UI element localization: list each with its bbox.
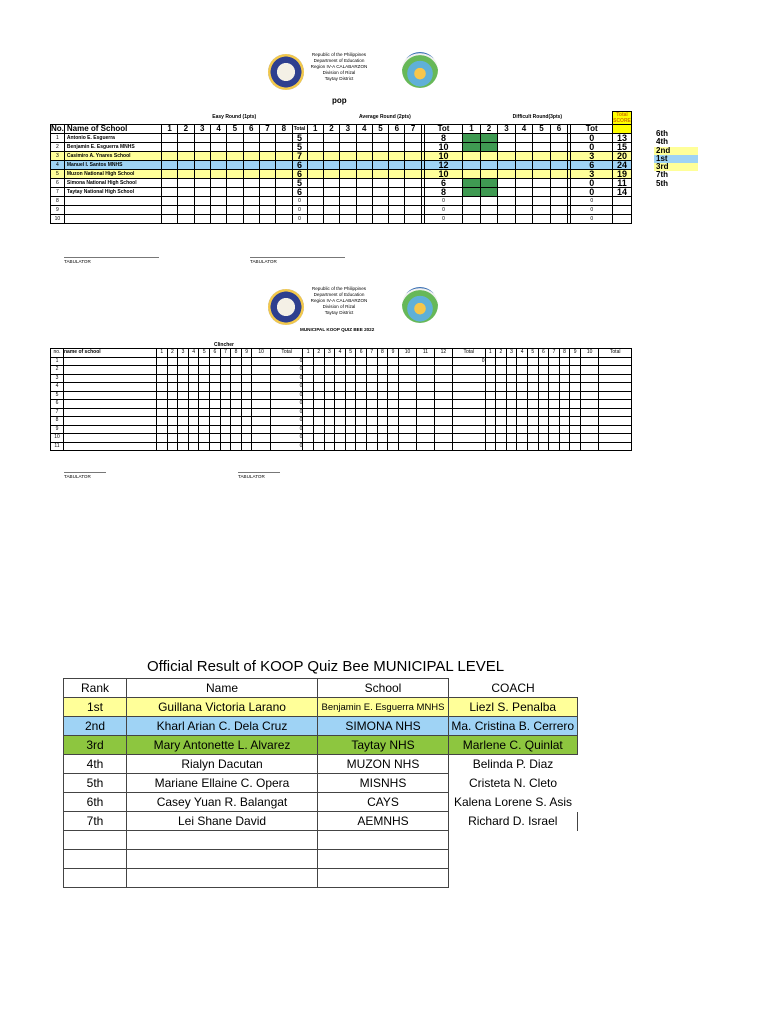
rank-cell: 5th <box>64 774 127 793</box>
division-seal-icon <box>402 287 438 323</box>
school-name: Manuel I. Santos MNHS <box>64 161 161 170</box>
division-seal-icon <box>402 52 438 88</box>
coach-cell: Belinda P. Diaz <box>472 757 554 772</box>
difficult-round-label: Difficult Round(3pts) <box>512 114 563 121</box>
easy-total: 6 <box>292 161 307 170</box>
rank-label: 5th <box>656 178 668 188</box>
easy-total: 0 <box>292 197 307 206</box>
avg-total-head: Tot <box>424 125 462 134</box>
table-row <box>64 831 578 850</box>
table-row <box>51 400 632 409</box>
name-cell: Lei Shane David <box>127 812 318 831</box>
school-name: Antonio E. Esguerra <box>64 134 161 143</box>
block-total: 0 <box>270 400 302 409</box>
table-row <box>51 374 632 383</box>
easy-question-num: 8 <box>276 125 292 134</box>
row-no: 8 <box>51 197 65 206</box>
easy-question-num: 5 <box>227 125 243 134</box>
header-school: School <box>318 679 449 698</box>
tabulator-signature-4: TABULATOR <box>238 472 280 479</box>
row-no: 4 <box>51 383 64 392</box>
avg-total: 10 <box>424 170 462 179</box>
avg-question-num: 6 <box>389 125 405 134</box>
easy-total: 0 <box>292 215 307 224</box>
table-row <box>51 391 632 400</box>
table-row <box>64 717 578 736</box>
table-row <box>64 755 578 774</box>
rank-cell: 6th <box>64 793 127 812</box>
diff-total: 0 <box>571 215 613 224</box>
row-no: 2 <box>51 366 64 375</box>
table-row <box>51 417 632 426</box>
header-line: Taytay District <box>324 310 354 315</box>
easy-round-label: Easy Round (1pts) <box>212 114 257 121</box>
row-no: 3 <box>51 152 65 161</box>
avg-question-num: 1 <box>307 125 323 134</box>
block-total: 0 <box>270 425 302 434</box>
avg-total: 8 <box>424 188 462 197</box>
avg-total: 0 <box>424 215 462 224</box>
coach-cell: Cristeta N. Cleto <box>468 776 558 790</box>
name-cell: Casey Yuan R. Balangat <box>127 793 318 812</box>
block-total: 0 <box>270 434 302 443</box>
table-row <box>51 357 632 366</box>
school-name: Muzon National High School <box>64 170 161 179</box>
block-total <box>453 425 485 434</box>
total-score <box>613 197 632 206</box>
header-line: Division of Rizal <box>322 304 356 309</box>
block-total: 0 <box>270 417 302 426</box>
row-no: 9 <box>51 206 65 215</box>
diff-question-num: 2 <box>480 125 498 134</box>
clincher-label: Clincher <box>214 342 235 348</box>
total-score: 11 <box>613 179 632 188</box>
total-score: 20 <box>613 152 632 161</box>
easy-total: 5 <box>292 134 307 143</box>
easy-total: 7 <box>292 152 307 161</box>
avg-question-num: 5 <box>372 125 388 134</box>
row-no: 6 <box>51 400 64 409</box>
block-total: 0 <box>270 391 302 400</box>
table-row <box>51 366 632 375</box>
easy-total: 0 <box>292 206 307 215</box>
row-no: 8 <box>51 417 64 426</box>
row-no: 1 <box>51 134 65 143</box>
total-score: 14 <box>613 188 632 197</box>
diff-total: 0 <box>571 143 613 152</box>
sheet1-title: pop <box>332 96 347 105</box>
diff-total: 0 <box>571 179 613 188</box>
table-row <box>51 442 632 451</box>
header-line: Region IV-A CALABARZON <box>310 64 368 69</box>
rank-cell: 2nd <box>64 717 127 736</box>
school-cell: SIMONA NHS <box>318 717 449 736</box>
school-cell: MUZON NHS <box>318 755 449 774</box>
avg-total: 0 <box>424 206 462 215</box>
school-name: Casimiro A. Ynares School <box>64 152 161 161</box>
total-score-label: Total SCORE <box>613 112 631 124</box>
col-no: No. <box>51 124 64 133</box>
easy-question-num: 4 <box>210 125 226 134</box>
average-round-label: Average Round (2pts) <box>359 114 411 121</box>
total-score: 24 <box>613 161 632 170</box>
table-row <box>64 812 578 831</box>
header-rank: Rank <box>64 679 127 698</box>
diff-total: 0 <box>571 206 613 215</box>
easy-question-num: 6 <box>243 125 259 134</box>
result-table <box>63 678 578 888</box>
name-cell: Kharl Arian C. Dela Cruz <box>127 717 318 736</box>
easy-question-num: 1 <box>161 125 177 134</box>
name-cell: Mariane Ellaine C. Opera <box>127 774 318 793</box>
sheet2-title: MUNICIPAL KOOP QUIZ BEE 2022 <box>300 327 375 332</box>
easy-total-head: Total <box>293 126 306 132</box>
block-total <box>453 391 485 400</box>
school-name: Simona National High School <box>64 179 161 188</box>
avg-total: 8 <box>424 134 462 143</box>
avg-total: 10 <box>424 143 462 152</box>
tabulator-signature-1: TABULATOR <box>64 257 159 264</box>
rank-label: 7th <box>656 170 668 180</box>
table-row <box>64 793 578 812</box>
rank-cell: 3rd <box>64 736 127 755</box>
name-cell: Mary Antonette L. Alvarez <box>127 736 318 755</box>
score-sheet-table <box>50 111 632 224</box>
table-row <box>51 215 632 224</box>
row-no: 5 <box>51 391 64 400</box>
block-total: 0 <box>270 366 302 375</box>
header-line: Region IV-A CALABARZON <box>310 298 368 303</box>
diff-question-num: 4 <box>515 125 533 134</box>
school-name <box>64 197 161 206</box>
block-total: 0 <box>270 442 302 451</box>
block-total: 0 <box>270 374 302 383</box>
table-row <box>51 434 632 443</box>
block-total: 0 <box>270 357 302 366</box>
sheet1-header <box>284 52 394 82</box>
school-name <box>64 215 161 224</box>
total-score: 15 <box>613 143 632 152</box>
block-total: 0 <box>270 383 302 392</box>
coach-cell: Ma. Cristina B. Cerrero <box>449 717 578 736</box>
rank-label: 3rd <box>654 163 698 171</box>
row-no: 7 <box>51 408 64 417</box>
coach-cell: Richard D. Israel <box>449 812 578 831</box>
avg-question-num: 2 <box>323 125 339 134</box>
row-no: 3 <box>51 374 64 383</box>
row-no: 10 <box>51 434 64 443</box>
easy-question-num: 2 <box>178 125 194 134</box>
col-name: Name of School <box>64 125 161 134</box>
total-score: 13 <box>613 134 632 143</box>
avg-total: 12 <box>424 161 462 170</box>
school-cell: CAYS <box>318 793 449 812</box>
row-no: 6 <box>51 179 65 188</box>
table-row <box>64 736 578 755</box>
rank-label: 1st <box>654 155 698 163</box>
block-total <box>453 383 485 392</box>
school-name <box>64 206 161 215</box>
avg-total: 0 <box>424 197 462 206</box>
tabulator-signature-2: TABULATOR <box>250 257 345 264</box>
school-name: Taytay National High School <box>64 188 161 197</box>
coach-cell: Kalena Lorene S. Asis <box>453 795 573 809</box>
total-score <box>613 206 632 215</box>
table-row <box>51 161 632 170</box>
rank-cell: 7th <box>64 812 127 831</box>
block-total-head: Total <box>453 349 485 358</box>
table-row <box>51 134 632 143</box>
table-row <box>51 188 632 197</box>
name-cell: Rialyn Dacutan <box>127 755 318 774</box>
row-no: 1 <box>51 357 64 366</box>
easy-total: 6 <box>292 170 307 179</box>
header-coach: COACH <box>449 679 578 698</box>
block-total-head: Total <box>270 349 302 358</box>
block-total <box>453 374 485 383</box>
table-row <box>64 869 578 888</box>
header-line: Department of Education <box>313 58 365 63</box>
school-cell: Benjamin E. Esguerra MNHS <box>318 698 449 717</box>
table-row <box>51 206 632 215</box>
school-name: Benjamin E. Esguerra MNHS <box>64 143 161 152</box>
table-row <box>51 408 632 417</box>
rank-label: 2nd <box>654 147 698 155</box>
table-row <box>64 698 578 717</box>
diff-total-head: Tot <box>571 125 613 134</box>
table-row <box>51 143 632 152</box>
rank-cell: 4th <box>64 755 127 774</box>
table-row <box>64 774 578 793</box>
coach-cell: Marlene C. Quinlat <box>449 736 578 755</box>
avg-question-num: 7 <box>405 125 421 134</box>
easy-question-num: 3 <box>194 125 210 134</box>
row-no: 2 <box>51 143 65 152</box>
row-no: 11 <box>51 442 64 451</box>
table-row <box>64 850 578 869</box>
block-total <box>453 442 485 451</box>
block-total <box>453 366 485 375</box>
rank-label: 6th <box>656 129 668 138</box>
avg-total: 10 <box>424 152 462 161</box>
easy-question-num: 7 <box>259 125 275 134</box>
block-total-head: Total <box>599 349 632 358</box>
diff-question-num: 1 <box>463 125 481 134</box>
total-score: 19 <box>613 170 632 179</box>
diff-total: 3 <box>571 152 613 161</box>
diff-question-num: 3 <box>498 125 516 134</box>
rank-column <box>654 130 698 188</box>
row-no: 4 <box>51 161 65 170</box>
easy-total: 5 <box>292 179 307 188</box>
table-row <box>51 197 632 206</box>
block-total <box>453 434 485 443</box>
avg-question-num: 4 <box>356 125 372 134</box>
row-no: 9 <box>51 425 64 434</box>
diff-question-num: 5 <box>533 125 551 134</box>
row-no: 5 <box>51 170 65 179</box>
header-line: Department of Education <box>313 292 365 297</box>
clincher-table: no. name of school 1 2 3 4 5 6 7 8 9 10 Total 1 2 3 4 5 6 7 8 9 10 11 12 Total 1 2 3 4 5 6 7 8 9 10 Total 1 0 0 2 0 3 0 4 0 5 0 6 0 7 0 8 0 9 0 10 0 11 0 <box>50 348 632 451</box>
diff-total: 3 <box>571 170 613 179</box>
header-line: Republic of the Philippines <box>311 52 367 57</box>
row-no: 7 <box>51 188 65 197</box>
diff-total: 0 <box>571 188 613 197</box>
easy-total: 5 <box>292 143 307 152</box>
name-cell: Guillana Victoria Larano <box>127 698 318 717</box>
avg-question-num: 3 <box>340 125 356 134</box>
diff-question-num: 6 <box>550 125 568 134</box>
block-total <box>453 417 485 426</box>
block-total: 0 <box>270 408 302 417</box>
header-line: Republic of the Philippines <box>311 286 367 291</box>
avg-total: 6 <box>424 179 462 188</box>
tabulator-signature-3: TABULATOR <box>64 472 106 479</box>
school-cell: MISNHS <box>318 774 449 793</box>
rank-label: 4th <box>656 137 668 147</box>
diff-total: 0 <box>571 197 613 206</box>
header-name: Name <box>127 679 318 698</box>
block-total: 0 <box>453 357 485 366</box>
col-name: name of school <box>64 349 157 358</box>
diff-total: 6 <box>571 161 613 170</box>
rank-cell: 1st <box>64 698 127 717</box>
easy-total: 6 <box>292 188 307 197</box>
table-row <box>51 179 632 188</box>
row-no: 10 <box>51 215 65 224</box>
school-cell: AEMNHS <box>318 812 449 831</box>
total-score <box>613 215 632 224</box>
block-total <box>453 408 485 417</box>
table-row <box>51 383 632 392</box>
table-row <box>51 425 632 434</box>
coach-cell: Liezl S. Penalba <box>449 698 578 717</box>
block-total <box>453 400 485 409</box>
diff-total: 0 <box>571 134 613 143</box>
table-row <box>51 170 632 179</box>
sheet2-header <box>284 286 394 316</box>
header-line: Division of Rizal <box>322 70 356 75</box>
col-no: no. <box>51 349 64 358</box>
result-header-row <box>64 679 578 698</box>
school-cell: Taytay NHS <box>318 736 449 755</box>
header-line: Taytay District <box>324 76 354 81</box>
result-title: Official Result of KOOP Quiz Bee MUNICIPAL LEVEL <box>147 658 505 675</box>
table-row <box>51 152 632 161</box>
